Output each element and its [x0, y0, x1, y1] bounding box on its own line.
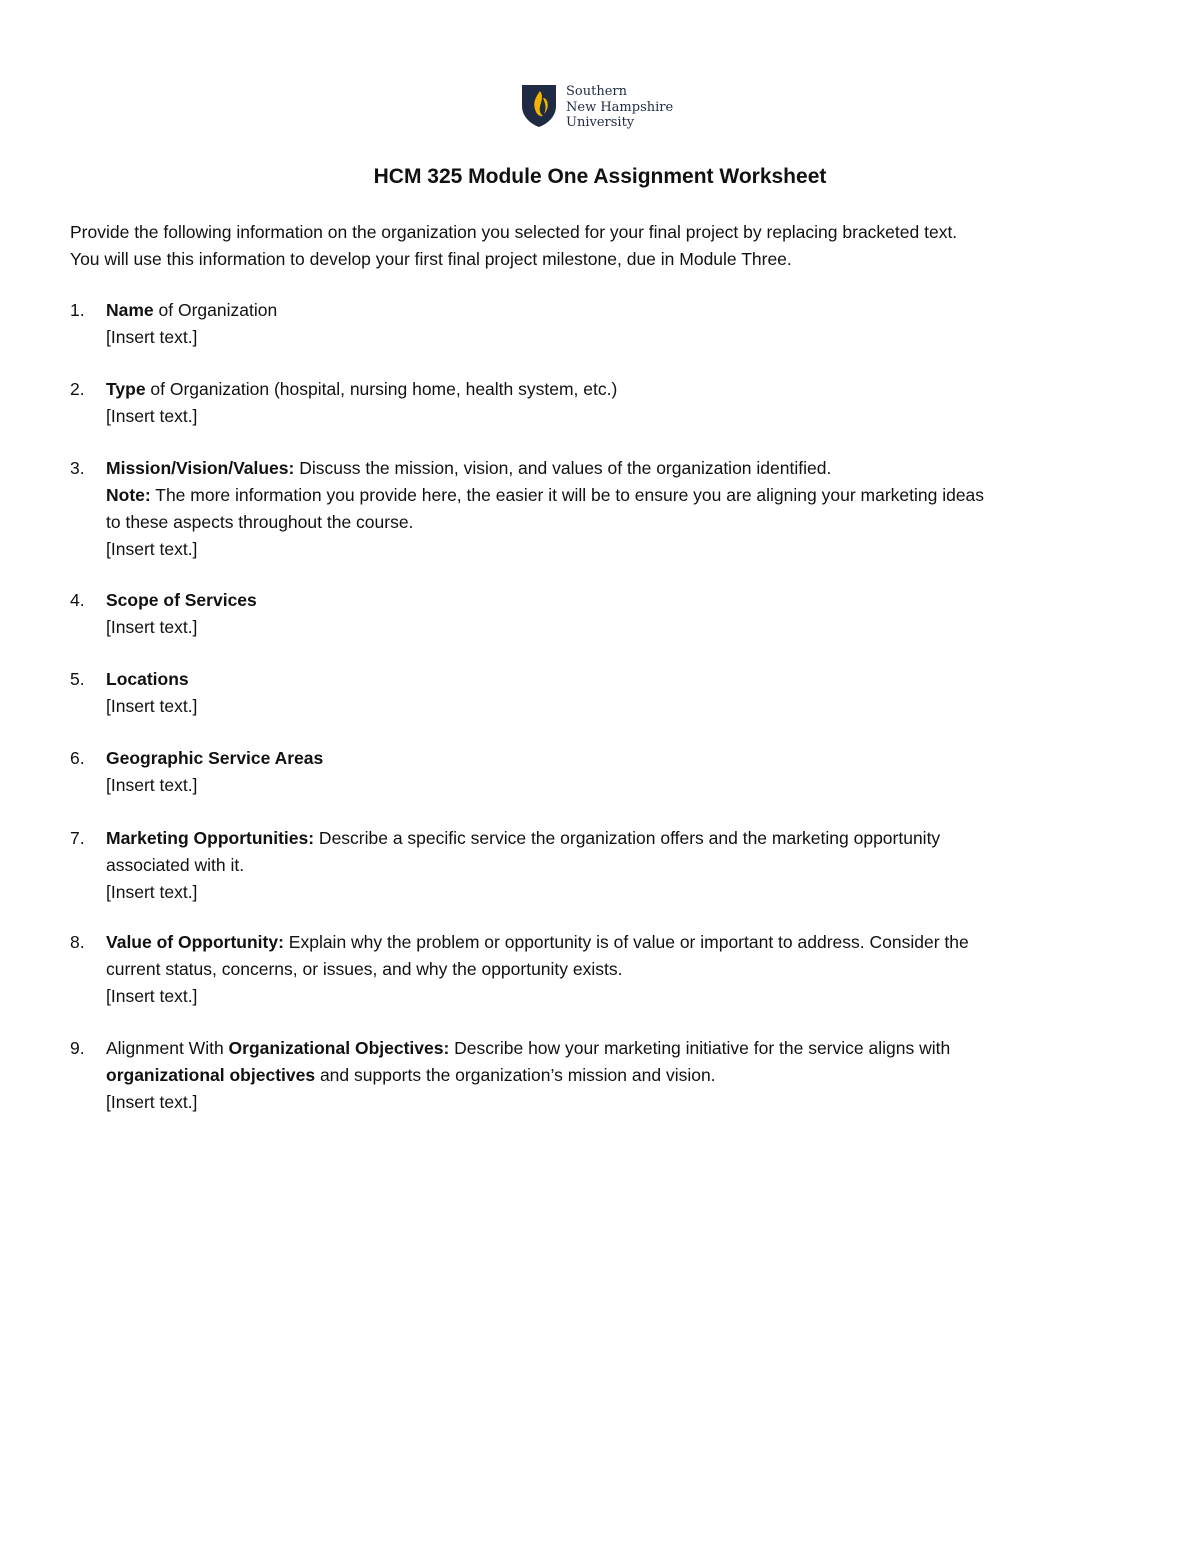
note-text: The more information you provide here, the easier it will be to ensure you are aligning your marketing ideas [150, 485, 985, 505]
item-emphasis: organizational objectives [106, 1065, 316, 1085]
item-description: of Organization (hospital, nursing home, health system, etc.) [145, 379, 618, 399]
insert-text-placeholder[interactable]: [Insert text.] [106, 617, 198, 637]
item-number: 1. [70, 300, 85, 320]
item-number: 7. [70, 828, 85, 848]
item-description: Describe a specific service the organization offers and the marketing opportunity [314, 828, 941, 848]
insert-text-placeholder[interactable]: [Insert text.] [106, 327, 198, 347]
item-description: Describe how your marketing initiative for the service aligns with [449, 1038, 951, 1058]
logo-line-3: University [566, 115, 635, 130]
item-description: Discuss the mission, vision, and values of the organization identified. [294, 458, 832, 478]
shield-flame-icon [521, 84, 557, 128]
item-heading: Type [106, 379, 146, 399]
item-heading: Marketing Opportunities: [106, 828, 315, 848]
item-heading: Name [106, 300, 154, 320]
item-number: 8. [70, 932, 85, 952]
insert-text-placeholder[interactable]: [Insert text.] [106, 696, 198, 716]
insert-text-placeholder[interactable]: [Insert text.] [106, 986, 198, 1006]
item-heading: Organizational Objectives: [228, 1038, 450, 1058]
item-heading: Value of Opportunity: [106, 932, 284, 952]
item-number: 9. [70, 1038, 85, 1058]
item-number: 5. [70, 669, 85, 689]
intro-line-2: You will use this information to develop your first final project milestone, due in Module Three. [70, 249, 792, 269]
insert-text-placeholder[interactable]: [Insert text.] [106, 775, 198, 795]
intro-line-1: Provide the following information on the organization you selected for your final project by replacing bracketed text. [70, 222, 958, 242]
item-number: 4. [70, 590, 85, 610]
note-text-continued: to these aspects throughout the course. [106, 512, 414, 532]
insert-text-placeholder[interactable]: [Insert text.] [106, 882, 198, 902]
intro-paragraph [70, 219, 1130, 273]
note-label: Note: [106, 485, 151, 505]
item-description: Explain why the problem or opportunity is of value or important to address. Consider the [283, 932, 969, 952]
item-heading: Locations [106, 669, 189, 689]
item-number: 6. [70, 748, 85, 768]
item-heading: Geographic Service Areas [106, 748, 324, 768]
item-description-continued: and supports the organization’s mission and vision. [315, 1065, 716, 1085]
university-name [566, 84, 673, 131]
insert-text-placeholder[interactable]: [Insert text.] [106, 406, 198, 426]
item-prefix: Alignment With [106, 1038, 229, 1058]
item-number: 3. [70, 458, 85, 478]
item-description: of Organization [153, 300, 278, 320]
logo-line-1: Southern [566, 84, 627, 99]
logo-line-2: New Hampshire [566, 99, 674, 115]
item-number: 2. [70, 379, 85, 399]
item-description-continued: current status, concerns, or issues, and why the opportunity exists. [106, 959, 623, 979]
university-logo [521, 84, 691, 130]
item-heading: Scope of Services [106, 590, 257, 610]
insert-text-placeholder[interactable]: [Insert text.] [106, 1092, 198, 1112]
document-title: HCM 325 Module One Assignment Worksheet [373, 165, 827, 188]
insert-text-placeholder[interactable]: [Insert text.] [106, 539, 198, 559]
item-heading: Mission/Vision/Values: [106, 458, 295, 478]
item-description-continued: associated with it. [106, 855, 245, 875]
